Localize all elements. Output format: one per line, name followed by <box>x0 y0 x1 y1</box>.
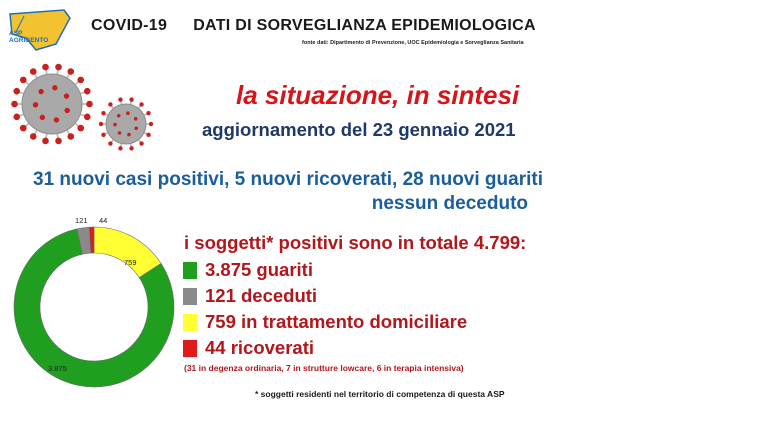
legend-item-home-treatment <box>183 311 467 333</box>
legend-label: 121 deceduti <box>205 285 318 306</box>
daily-summary-deaths: nessun deceduto <box>371 193 528 214</box>
daily-summary: 31 nuovi casi positivi, 5 nuovi ricoverati, 28 nuovi guariti <box>33 169 543 190</box>
legend-swatch <box>183 314 197 331</box>
total-positives: i soggetti* positivi sono in totale 4.799: <box>184 232 527 253</box>
coronavirus-illustration <box>6 58 176 163</box>
legend-swatch <box>183 262 197 279</box>
legend-label: 44 ricoverati <box>205 337 315 358</box>
data-label-recovered: 3.875 <box>48 364 67 373</box>
legend-label: 3.875 guariti <box>205 259 313 280</box>
data-label-hospitalized: 44 <box>99 216 108 225</box>
asp-agrigento-logo <box>6 4 72 52</box>
hospitalized-detail: (31 in degenza ordinaria, 7 in strutture lowcare, 6 in terapia intensiva) <box>184 363 464 373</box>
slice-home-treatment <box>94 227 161 278</box>
page-title <box>91 17 536 35</box>
data-source: fonte dati: Dipartimento di Prevenzione, UOC Epidemiologia e Sorveglianza Sanitaria <box>302 40 524 46</box>
legend-swatch <box>183 288 197 305</box>
legend-item-recovered <box>183 259 313 281</box>
update-date: aggiornamento del 23 gennaio 2021 <box>202 119 516 140</box>
legend-swatch <box>183 340 197 357</box>
title-surveillance: DATI DI SORVEGLIANZA EPIDEMIOLOGICA <box>193 17 536 34</box>
data-label-deceased: 121 <box>75 216 88 225</box>
logo-text: ASP AGRIGENTO <box>9 30 49 44</box>
title-covid: COVID-19 <box>91 17 168 34</box>
legend-item-hospitalized <box>183 337 314 359</box>
positives-donut-chart <box>6 214 182 390</box>
headline: la situazione, in sintesi <box>236 80 520 110</box>
footnote: * soggetti residenti nel territorio di competenza di questa ASP <box>255 389 505 399</box>
data-label-home-treatment: 759 <box>124 258 137 267</box>
legend-label: 759 in trattamento domiciliare <box>205 311 468 332</box>
legend-item-deceased <box>183 285 317 307</box>
